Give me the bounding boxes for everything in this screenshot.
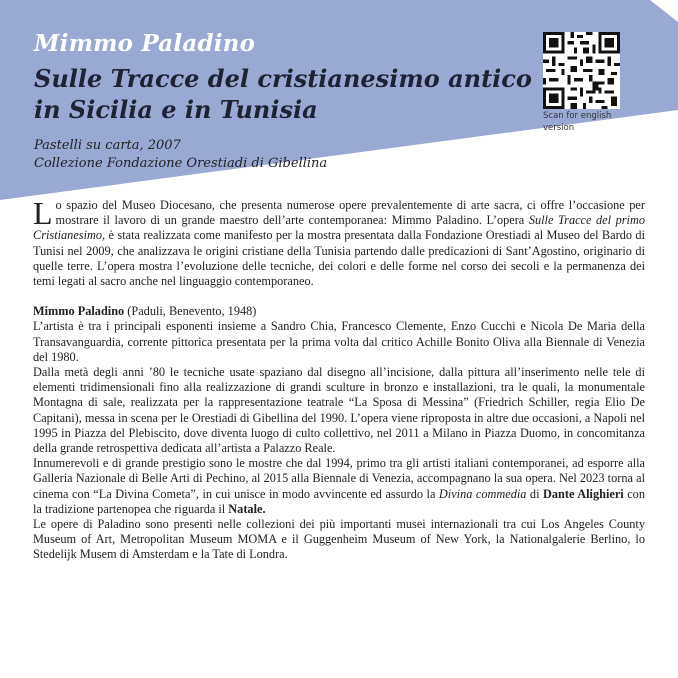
qr-code-icon[interactable] <box>543 32 620 109</box>
bio-origin: (Paduli, Benevento, 1948) <box>124 304 257 319</box>
bio-paragraph-3 <box>33 456 645 517</box>
bio-p3-connector: di <box>526 486 543 501</box>
bio-p3-text-2: con la tradizione partenopea che riguarda il <box>33 486 645 516</box>
article-body <box>33 195 645 563</box>
artist-title: Mimmo Paladino <box>34 30 256 57</box>
bio-name: Mimmo Paladino <box>33 304 125 319</box>
drop-cap: L <box>33 195 53 231</box>
collection: Collezione Fondazione Orestiadi di Gibellina <box>34 156 328 171</box>
bio-heading <box>33 304 645 319</box>
bio-p3-dante: Dante Alighieri <box>543 486 624 501</box>
intro-paragraph <box>33 195 645 289</box>
bio-p3-natale: Natale. <box>228 501 266 516</box>
technique-date: Pastelli su carta, 2007 <box>34 138 181 153</box>
qr-caption: Scan for english version <box>543 111 612 133</box>
intro-text-continued: , è stata realizzata come manifesto per la mostra presentata dalla Fondazione Orestiadi al Museo del Bardo di Tunisi nel 2009, che analizzava le origini cristiane della Tunisia partendo dalle predicazioni di Sant’Agostino, originario di quelle terre. L’opera mostra l’evoluzione delle tecniche, dei colori e delle forme nel corso dei secoli e la permanenza dei temi legati al sacro anche nel linguaggio contemporaneo. <box>33 228 645 289</box>
bio-paragraph-2: Dalla metà degli anni ’80 le tecniche usate spaziano dal disegno all’incisione, dalla pittura all’inserimento nelle tele di elementi tridimensionali fino alla realizzazione di grandi sculture in bronzo e installazioni, tra le quali, la monumentale Montagna di sale, realizzata per la rappresentazione teatrale “La Sposa di Messina” (Friedrich Schiller, regia Elio De Capitani), messa in scena per le Orestiadi di Gibellina del 1990. L’opera viene riproposta in altre due occasioni, a Napoli nel 1995 in Piazza del Plebiscito, dove diventa luogo di culto collettivo, nel 2011 a Milano in Piazza Duomo, in concomitanza della grande retrospettiva dedicata all’artista a Palazzo Reale. <box>33 365 645 456</box>
intro-work-title: Sulle Tracce del primo Cristianesimo <box>33 213 645 243</box>
work-details <box>34 137 327 173</box>
intro-text: o spazio del Museo Diocesano, che presenta numerose opere prevalentemente di arte sacra, ci offre l’occasione per mostrare il lavoro di un grande maestro dell’arte contemporanea: Mimmo Paladino. L’opera <box>55 198 645 228</box>
bio-paragraph-1: L’artista è tra i principali esponenti insieme a Sandro Chia, Francesco Clemente, Enzo Cucchi e Nicola De Maria della Transavanguardia, corrente pittorica presentata per la prima volta dal critico Achille Bonito Oliva alla Biennale di Venezia del 1980. <box>33 319 645 364</box>
bio-p3-text: Innumerevoli e di grande prestigio sono le mostre che dal 1994, primo tra gli artisti italiani contemporanei, ad esporre alla Galleria Nazionale di Belle Arti di Pechino, al 2015 alla Biennale di Venezia, accompagnano la sua opera. Nel 2023 torna al cinema con “La Divina Cometa”, in cui unisce in modo avvincente ed assurdo la <box>33 456 645 501</box>
bio-p3-italic: Divina commedia <box>438 486 527 501</box>
work-title: Sulle Tracce del cristianesimo antico in Sicilia e in Tunisia <box>34 64 532 124</box>
bio-paragraph-4: Le opere di Paladino sono presenti nelle collezioni dei più importanti musei internazionali tra cui Los Angeles County Museum of Art, Metropolitan Museum MOMA e il Guggenheim Museum of New York, la Nationalgalerie Berlino, lo Stedelijk Musem di Amsterdam e la Tate di Londra. <box>33 517 645 562</box>
